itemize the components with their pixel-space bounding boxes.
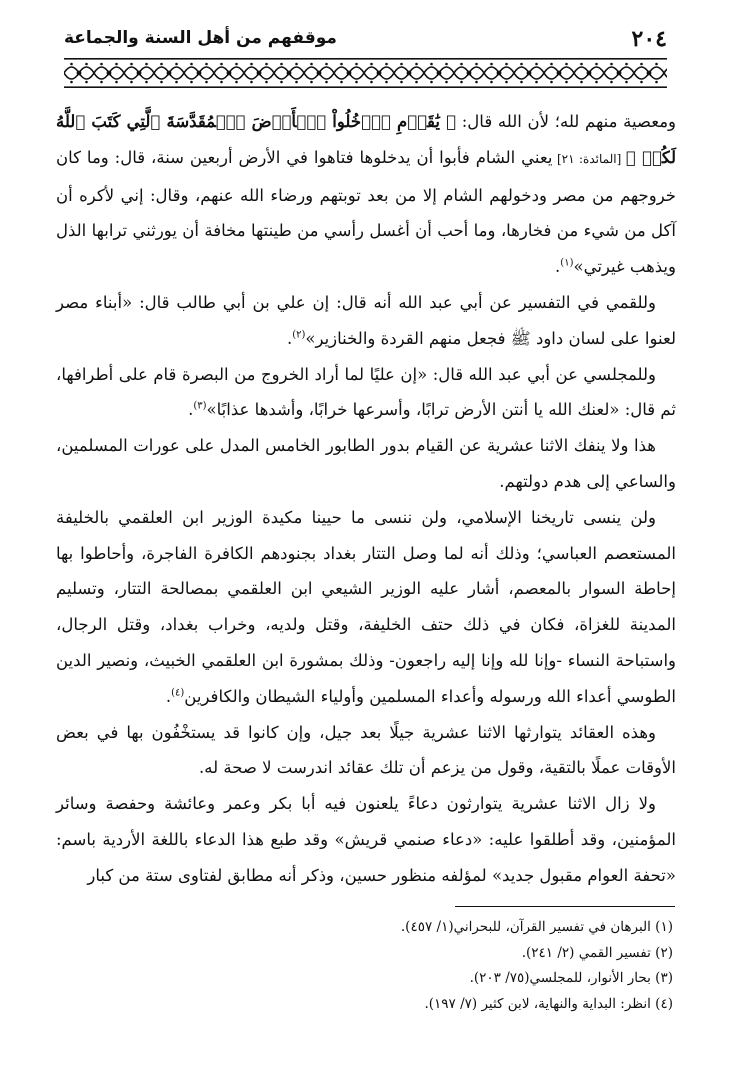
verse-reference: [المائدة: ٢١]: [552, 151, 626, 166]
paragraph-text: ومعصية منهم لله؛ لأن الله قال:: [456, 112, 677, 131]
paragraph-text: ولا زال الاثنا عشرية يتوارثون دعاءً يلعنون فيه أبا بكر وعمر وعائشة وحفصة وسائر المؤمنين، وقد أطلقوا عليه: «دعاء صنمي قريش» وقد طبع هذا الدعاء باللغة الأردية باسم: «تحفة العوام مقبول جديد» لمؤلفه منظور حسين، وذكر أنه مطابق لفتاوى ستة من كبار: [56, 794, 676, 885]
page-number: ٢٠٤: [631, 26, 667, 52]
paragraph-text: هذا ولا ينفك الاثنا عشرية عن القيام بدور الطابور الخامس المدل على عورات المسلمين، والساعي إلى هدم دولتهم.: [56, 436, 676, 491]
paragraph: [56, 285, 676, 357]
paragraph-text: وللمجلسي عن أبي عبد الله قال: «إن عليًا لما أراد الخروج من البصرة قام على أطرافها، ثم قال: «لعنك الله يا أنتن الأرض ترابًا، وأسرعها خرابًا، وأشدها عذابًا»: [56, 364, 676, 420]
footnote: (١) البرهان في تفسير القرآن، للبحراني(١/ ٤٥٧).: [400, 919, 673, 935]
paragraph-end: .: [165, 686, 172, 706]
paragraph-text: وهذه العقائد يتوارثها الاثنا عشرية جيلًا بعد جيل، وإن كانوا قد يستخْفُون بها في بعض الأوقات عملًا بالتقية، وقول من يزعم أن تلك عقائد اندرست لا صحة له.: [56, 722, 676, 778]
running-title: موقفهم من أهل السنة والجماعة: [64, 28, 337, 48]
footnote-marker[interactable]: (٣): [193, 400, 207, 412]
footnote-marker[interactable]: (٢): [292, 329, 306, 341]
paragraph: [56, 500, 676, 715]
footnote: (٤) انظر: البداية والنهاية، لابن كثير (٧/ ١٩٧).: [424, 995, 673, 1012]
main-text: [56, 104, 676, 894]
paragraph: [56, 104, 676, 285]
paragraph-text: يعني الشام فأبوا أن يدخلوها فتاهوا في الأرض أربعين سنة، قال: وما كان خروجهم من مصر ودخولهم الشام إلا من بعد توبتهم ورضاء الله عنهم، وقال: إني لأكره أن آكل من شيء من فخارها، وما أحب أن أغسل رأسي من طينتها مخافة أن يورثني ترابها الذل ويذهب غيرتي»: [56, 147, 676, 277]
footnote-marker[interactable]: (١): [560, 257, 574, 269]
paragraph-text: وللقمي في التفسير عن أبي عبد الله أنه قال: إن علي بن أبي طالب قال: «أبناء مصر لعنوا على لسان داود ﷺ فجعل منهم القردة والخنازير»: [56, 292, 676, 348]
footnote-separator: [455, 906, 675, 907]
footnotes: [113, 915, 673, 1017]
ornamental-border: [64, 58, 667, 88]
paragraph-end: .: [188, 400, 194, 420]
paragraph: [56, 428, 676, 500]
paragraph: [56, 357, 676, 429]
footnote-marker[interactable]: (٤): [171, 687, 185, 699]
paragraph: [56, 715, 676, 787]
paragraph-text: ولن ينسى تاريخنا الإسلامي، ولن ننسى ما حيينا مكيدة الوزير ابن العلقمي بالخليفة المستعصم العباسي؛ وذلك أنه لما وصل التتار بغداد بجنودهم الكافرة الفاجرة، وأحاطوا بها إحاطة السوار بالمعصم، أشار عليه الوزير الشيعي ابن العلقمي بمصالحة التتار، وتسليم المدينة للغزاة، فكان في ذلك حتف الخليفة، وقتل ولديه، وخراب بغداد، وقتل الرجال، واستباحة النساء -وإنا لله وإنا إليه راجعون- وذلك بمشورة ابن العلقمي الخبيث، ونصير الدين الطوسي أعداء الله ورسوله وأعداء المسلمين وأولياء الشيطان والكافرين: [56, 507, 676, 706]
quran-verse: ﴿ يَٰقَوۡمِ ٱدۡخُلُواْ ٱلۡأَرۡضَ ٱلۡمُقَدَّسَةَ ٱلَّتِي كَتَبَ ٱللَّهُ لَكُمۡ ﴾: [56, 112, 676, 167]
paragraph-end: .: [555, 257, 561, 277]
paragraph-end: .: [286, 328, 293, 348]
page-header: [64, 26, 667, 54]
footnote: (٢) تفسير القمي (٢/ ٢٤١).: [521, 944, 673, 961]
footnote: (٣) بحار الأنوار، للمجلسي(٧٥/ ٢٠٣).: [469, 970, 673, 986]
paragraph: [56, 786, 676, 893]
